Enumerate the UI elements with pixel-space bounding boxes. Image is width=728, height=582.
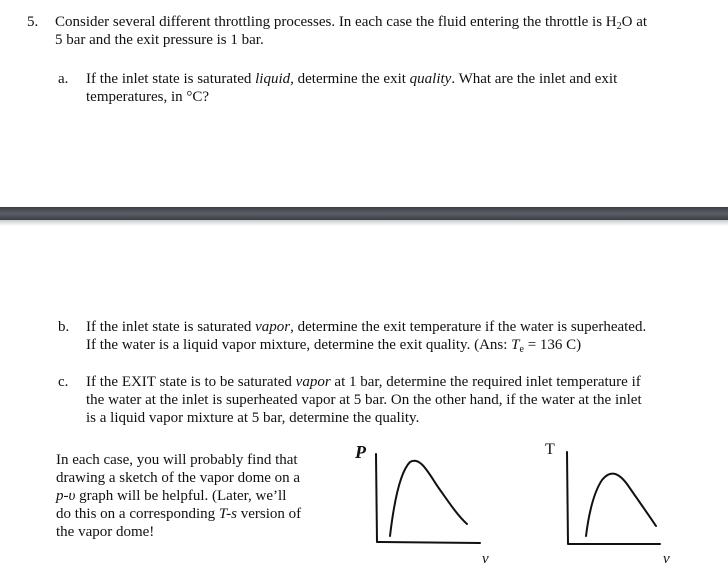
tv-sketch [567, 452, 660, 544]
part-c-text-b: at 1 bar, determine the required inlet temperature if [330, 374, 641, 390]
part-b-line1 [86, 318, 646, 336]
part-c-line3: is a liquid vapor mixture at 5 bar, determine the quality. [86, 410, 420, 426]
intro-text-a: Consider several different throttling processes. In each case the fluid entering the throttle is H [55, 14, 617, 30]
part-b-label: b. [58, 319, 70, 335]
part-a-line2: temperatures, in °C? [86, 89, 210, 105]
part-a-label: a. [58, 71, 69, 87]
part-b-text-a: If the inlet state is saturated [86, 319, 256, 335]
part-a-line1 [86, 70, 617, 88]
note-text-b: graph will be helpful. (Later, we’ll [75, 488, 287, 504]
problem-intro-line2: 5 bar and the exit pressure is 1 bar. [55, 32, 264, 48]
part-c-label: c. [58, 374, 69, 390]
pv-y-label: P [355, 442, 366, 462]
pv-vapor-dome [390, 461, 467, 536]
part-a-text-c: . What are the inlet and exit [451, 71, 618, 87]
pv-x-label: v [482, 551, 489, 567]
part-c-text-a: If the EXIT state is to be saturated [86, 374, 296, 390]
tv-x-label: v [663, 551, 670, 567]
part-c-line1 [86, 373, 641, 391]
part-b-text-c: If the water is a liquid vapor mixture, determine the exit quality. (Ans: [86, 337, 512, 353]
part-a-text-b: , determine the exit [290, 71, 410, 87]
part-c-line2: the water at the inlet is superheated vapor at 5 bar. On the other hand, if the water at the inlet [86, 392, 642, 408]
page-separator [0, 207, 728, 220]
note-text-c: do this on a corresponding [56, 506, 219, 522]
note-line5: the vapor dome! [56, 524, 155, 540]
part-c-italic-vapor: vapor [295, 374, 331, 390]
part-b-italic-vapor: vapor [255, 319, 291, 335]
note-line2: drawing a sketch of the vapor dome on a [56, 470, 301, 486]
part-b-subscript-e: e [519, 344, 524, 355]
tv-vapor-dome [586, 474, 656, 536]
part-b-text-d: = 136 C) [523, 337, 582, 353]
part-b-text-b: , determine the exit temperature if the water is superheated. [290, 319, 647, 335]
note-line3 [56, 487, 286, 505]
problem-intro-line1 [55, 13, 647, 31]
intro-text-b: O at [621, 14, 648, 30]
tv-axes [567, 452, 660, 544]
note-text-d: version of [236, 506, 302, 522]
note-line1: In each case, you will probably find that [56, 452, 298, 468]
intro-subscript: 2 [616, 21, 622, 32]
vapor-dome-sketches [340, 432, 720, 577]
note-line4 [56, 505, 301, 523]
note-italic-ts: T-s [218, 506, 237, 522]
pv-sketch [376, 454, 480, 543]
note-italic-pv: p-υ [56, 488, 76, 504]
part-a-text-a: If the inlet state is saturated [86, 71, 256, 87]
part-b-italic-T: T [511, 337, 520, 353]
problem-number: 5. [27, 14, 39, 30]
tv-y-label: T [545, 441, 555, 458]
part-b-line2 [86, 336, 581, 354]
part-a-italic-liquid: liquid [255, 71, 291, 87]
part-a-italic-quality: quality [409, 71, 452, 87]
